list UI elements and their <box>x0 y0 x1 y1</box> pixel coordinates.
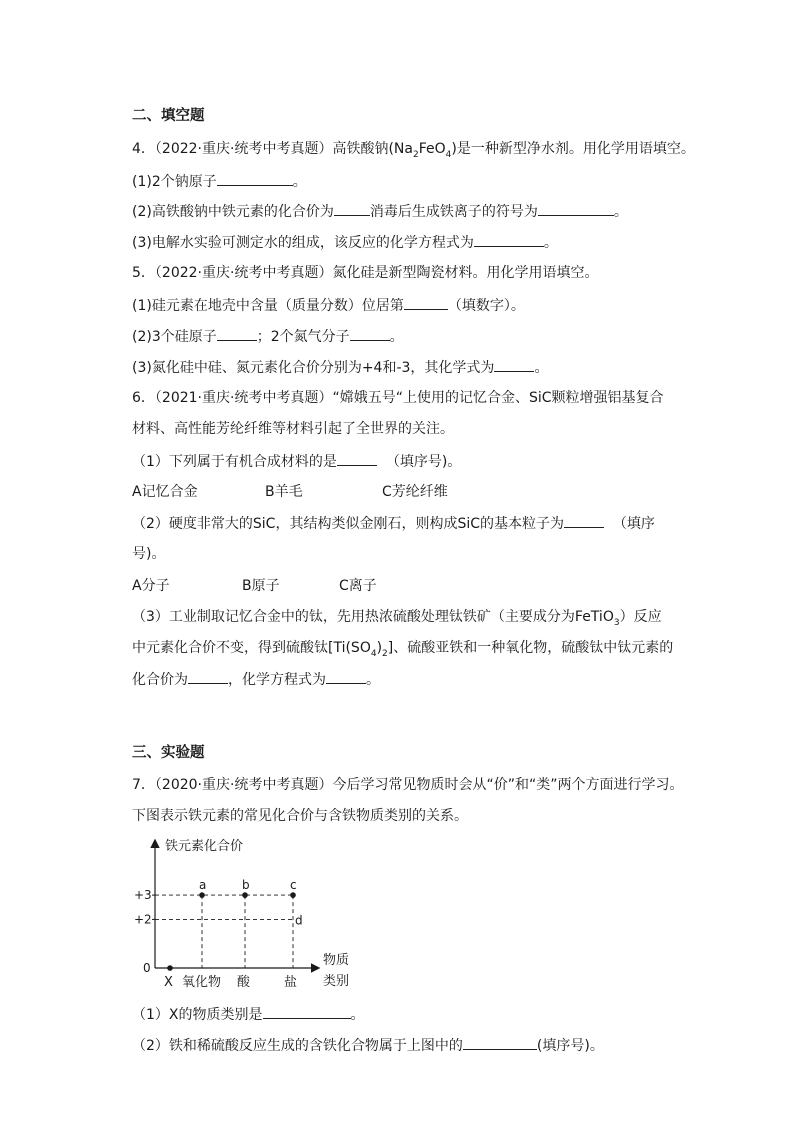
point-label: c <box>290 878 297 893</box>
answer-blank[interactable] <box>217 326 257 341</box>
valence-category-chart <box>132 835 362 995</box>
answer-blank[interactable] <box>494 357 534 372</box>
q7-number: 7． <box>132 777 155 793</box>
q6-part3-text: （3）工业制取记忆合金中的钛，先用热浓硫酸处理钛铁矿（主要成分为FeTiO <box>132 609 614 625</box>
q7-part2-text: （2）铁和稀硫酸反应生成的含铁化合物属于上图中的 <box>132 1038 463 1054</box>
answer-blank[interactable] <box>350 326 390 341</box>
q5-part3-text: (3)氮化硅中硅、氮元素化合价分别为+4和-3，其化学式为 <box>132 360 495 376</box>
q5-number: 5． <box>132 265 155 281</box>
q5-part1-text: (1)硅元素在地壳中含量（质量分数）位居第 <box>132 298 404 314</box>
q6-subscript: 2 <box>382 648 388 659</box>
q6-part3-text: ，化学方程式为 <box>228 672 326 688</box>
answer-blank[interactable] <box>564 513 604 528</box>
section-heading-experiment: 三、实验题 <box>132 745 205 761</box>
q6-stem-text: “嫦娥五号“上使用的记忆合金、SiC颗粒增强铝基复合 <box>332 390 664 406</box>
q6-part3-end: 。 <box>366 672 380 688</box>
q6-stem-line2: 材料、高性能芳纶纤维等材料引起了全世界的关注。 <box>132 421 454 437</box>
q5-part2 <box>132 326 404 347</box>
data-point <box>290 892 296 898</box>
answer-blank[interactable] <box>463 1035 537 1050</box>
q6-part1-text: （填序号)。 <box>385 454 462 470</box>
origin-label: 0 <box>143 961 151 975</box>
answer-blank[interactable] <box>404 295 448 310</box>
point-label: b <box>242 878 250 893</box>
x-axis-label-1: 物质 <box>323 953 350 968</box>
point-label: a <box>199 878 207 893</box>
q4-number: 4． <box>132 141 155 157</box>
q7-part2-text: (填序号)。 <box>536 1038 604 1054</box>
answer-blank[interactable] <box>188 669 228 684</box>
q6-part1-text: （1）下列属于有机合成材料的是 <box>132 454 337 470</box>
q7-part1-text: （1）X的物质类别是 <box>132 1007 263 1023</box>
q7-part1-end: 。 <box>350 1007 365 1023</box>
answer-blank[interactable] <box>217 171 293 186</box>
q5-stem-text: 氮化硅是新型陶瓷材料。用化学用语填空。 <box>332 265 599 281</box>
q7-source: （2020·重庆·统考中考真题） <box>154 777 333 793</box>
q4-stem-text: )是一种新型净水剂。用化学用语填空。 <box>451 141 695 157</box>
option-c: C离子 <box>339 578 377 594</box>
q6-part2-text: （填序 <box>612 516 655 532</box>
q6-part3-text: 中元素化合价不变，得到硫酸钛[Ti(SO <box>132 640 371 656</box>
q4-part1 <box>132 171 307 192</box>
q7-stem-line1 <box>132 775 683 795</box>
q6-stem-line1 <box>132 388 664 408</box>
q6-part2 <box>132 513 655 534</box>
y-tick-label: +2 <box>134 912 152 927</box>
q6-part2-text: （2）硬度非常大的SiC，其结构类似金刚石，则构成SiC的基本粒子为 <box>132 516 565 532</box>
q6-number: 6． <box>132 390 155 406</box>
option-a: A分子 <box>132 578 170 594</box>
q7-stem-line2: 下图表示铁元素的常见化合价与含铁物质类别的关系。 <box>132 808 468 824</box>
q6-part2-options <box>132 576 377 596</box>
section-heading-fill-in: 二、填空题 <box>132 108 205 124</box>
x-axis-label-2: 类别 <box>323 974 350 989</box>
x-category-label: 氧化物 <box>182 975 222 990</box>
q7-part2 <box>132 1035 604 1056</box>
answer-blank[interactable] <box>263 1004 351 1019</box>
q6-part3-line2 <box>132 638 673 664</box>
answer-blank[interactable] <box>337 451 377 466</box>
answer-blank[interactable] <box>326 669 366 684</box>
q6-part3-text: ]、硫酸亚铁和一种氧化物，硫酸钛中钛元素的 <box>387 640 674 656</box>
q6-source: （2021·重庆·统考中考真题） <box>154 390 333 406</box>
q4-part2-text: 消毒后生成铁离子的符号为 <box>369 204 538 220</box>
q6-part1-options <box>132 482 448 502</box>
x-category-label: 酸 <box>237 975 251 990</box>
q4-subscript: 2 <box>412 149 419 160</box>
q6-part2-cont: 号)。 <box>132 546 166 562</box>
q4-part1-text: (1)2个钠原子 <box>132 174 217 190</box>
q4-stem-text: FeO <box>418 141 446 157</box>
q4-subscript: 4 <box>445 149 452 160</box>
q5-part2-end: 。 <box>389 329 404 345</box>
q6-subscript: 4 <box>370 648 377 659</box>
answer-blank[interactable] <box>538 201 614 216</box>
q4-part2-end: 。 <box>613 204 628 220</box>
q4-stem <box>132 139 695 165</box>
data-point <box>199 892 205 898</box>
x-category-label: 盐 <box>284 975 298 990</box>
q4-part2-text: (2)高铁酸钠中铁元素的化合价为 <box>132 204 334 220</box>
point-label: d <box>295 913 303 928</box>
q5-part2-text: ；2个氮气分子 <box>256 329 350 345</box>
q5-part2-text: (2)3个硅原子 <box>132 329 217 345</box>
q4-part3-end: 。 <box>543 235 558 251</box>
q7-stem-text: 今后学习常见物质时会从“价”和“类”两个方面进行学习。 <box>332 777 684 793</box>
data-point <box>167 965 173 971</box>
q6-part3-text: 化合价为 <box>132 672 188 688</box>
answer-blank[interactable] <box>334 201 370 216</box>
option-c: C芳纶纤维 <box>382 484 448 500</box>
option-b: B原子 <box>242 578 280 594</box>
q5-part3-end: 。 <box>534 360 549 376</box>
q6-part1 <box>132 451 461 472</box>
data-point <box>242 892 248 898</box>
q6-part3-line1 <box>132 607 662 633</box>
answer-blank[interactable] <box>474 232 544 247</box>
q5-part1-text: （填数字）。 <box>447 298 525 314</box>
q6-subscript: 3 <box>613 617 620 628</box>
y-tick-label: +3 <box>134 888 152 903</box>
q6-part3-text: ) <box>376 640 383 656</box>
q6-part3-line3 <box>132 669 380 690</box>
q5-source: （2022·重庆·统考中考真题） <box>154 265 333 281</box>
q5-stem <box>132 263 598 283</box>
q5-part1 <box>132 295 525 316</box>
q6-part3-text: ）反应 <box>619 609 662 625</box>
option-b: B羊毛 <box>265 484 303 500</box>
option-a: A记忆合金 <box>132 484 198 500</box>
q4-part3 <box>132 232 558 253</box>
q7-part1 <box>132 1004 365 1025</box>
y-axis-label: 铁元素化合价 <box>165 839 244 854</box>
q4-source: （2022·重庆·统考中考真题） <box>154 141 333 157</box>
q4-part3-text: (3)电解水实验可测定水的组成，该反应的化学方程式为 <box>132 235 474 251</box>
q4-stem-text: 高铁酸钠(Na <box>332 141 413 157</box>
x-category-label: X <box>164 975 173 990</box>
q5-part3 <box>132 357 548 378</box>
q4-part1-end: 。 <box>292 174 307 190</box>
q4-part2 <box>132 201 628 222</box>
